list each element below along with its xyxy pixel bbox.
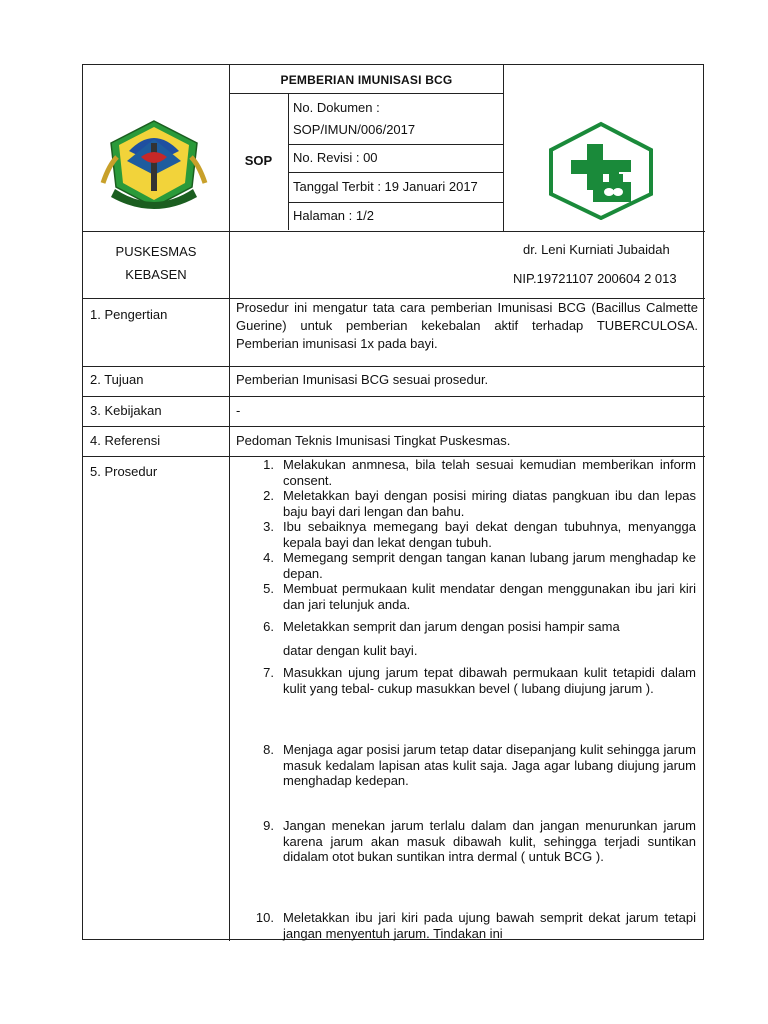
section-tujuan-text: Pemberian Imunisasi BCG sesuai prosedur. xyxy=(236,372,489,387)
section-referensi-label: 4. Referensi xyxy=(90,433,161,448)
section-pengertian-text: Prosedur ini mengatur tata cara pemberian Imunisasi BCG (Bacillus Calmette Guerine) untuk pemberian kekebalan aktif terhadap TUBERCULOSA. Pemberian imunisasi 1x pada bayi. xyxy=(236,300,698,351)
halaman: Halaman : 1/2 xyxy=(293,208,374,223)
regency-emblem-icon xyxy=(97,117,212,213)
prosedur-step: 9. Jangan menekan jarum terlalu dalam dan jangan menurunkan jarum karena jarum akan masuk dibawah kulit, sehingga terjadi suntikan didalam otot bukan suntikan intra dermal ( untuk BCG ). xyxy=(263,818,696,864)
prosedur-step: 10. Meletakkan ibu jari kiri pada ujung bawah semprit dekat jarum tetapi jangan menyentuh jarum. Tindakan ini xyxy=(255,910,696,941)
section-kebijakan-label: 3. Kebijakan xyxy=(90,403,162,418)
tanggal-terbit: Tanggal Terbit : 19 Januari 2017 xyxy=(293,179,478,194)
sop-label: SOP xyxy=(244,153,273,168)
puskesmas-logo-icon xyxy=(545,120,657,220)
prosedur-step: 8. Menjaga agar posisi jarum tetap datar disepanjang kulit sehingga jarum masuk kedalam lapisan atas kulit saja. Jaga agar lubang diujung jarum menghadap kedepan. xyxy=(263,742,696,788)
prosedur-step: 3. Ibu sebaiknya memegang bayi dekat dengan tubuhnya, menyangga kepala bayi dan lekat dengan tubuh. xyxy=(263,519,696,550)
signer-name: dr. Leni Kurniati Jubaidah xyxy=(523,242,670,257)
prosedur-step-continuation: datar dengan kulit bayi. xyxy=(283,643,418,658)
section-pengertian-label: 1. Pengertian xyxy=(90,307,168,322)
prosedur-step: 7. Masukkan ujung jarum tepat dibawah permukaan kulit tetapidi dalam kulit yang tebal- cukup masukkan bevel ( lubang diujung jarum ). xyxy=(263,665,696,696)
sop-document xyxy=(82,64,704,940)
section-referensi-text: Pedoman Teknis Imunisasi Tingkat Puskesmas. xyxy=(236,433,511,448)
prosedur-step: 2. Meletakkan bayi dengan posisi miring diatas pangkuan ibu dan lepas baju bayi dari lengan dan bahu. xyxy=(263,488,696,519)
org-name-line1: PUSKESMAS xyxy=(115,244,197,259)
document-title: PEMBERIAN IMUNISASI BCG xyxy=(280,73,453,87)
prosedur-step: 1. Melakukan anmnesa, bila telah sesuai kemudian memberikan inform consent. xyxy=(263,457,696,488)
no-dokumen-label: No. Dokumen : xyxy=(293,100,380,115)
org-name-line2: KEBASEN xyxy=(125,267,187,282)
section-kebijakan-text: - xyxy=(236,403,241,418)
prosedur-step: 5. Membuat permukaan kulit mendatar dengan menggunakan ibu jari kiri dan jari telunjuk anda. xyxy=(263,581,696,612)
section-tujuan-label: 2. Tujuan xyxy=(90,372,144,387)
prosedur-step: 4. Memegang semprit dengan tangan kanan lubang jarum menghadap ke depan. xyxy=(263,550,696,581)
signer-nip: NIP.19721107 200604 2 013 xyxy=(513,271,677,286)
no-dokumen-value: SOP/IMUN/006/2017 xyxy=(293,122,416,137)
section-prosedur-label: 5. Prosedur xyxy=(90,464,158,479)
prosedur-list xyxy=(256,457,696,941)
no-revisi: No. Revisi : 00 xyxy=(293,150,378,165)
prosedur-step: 6. Meletakkan semprit dan jarum dengan posisi hampir sama xyxy=(263,619,620,634)
